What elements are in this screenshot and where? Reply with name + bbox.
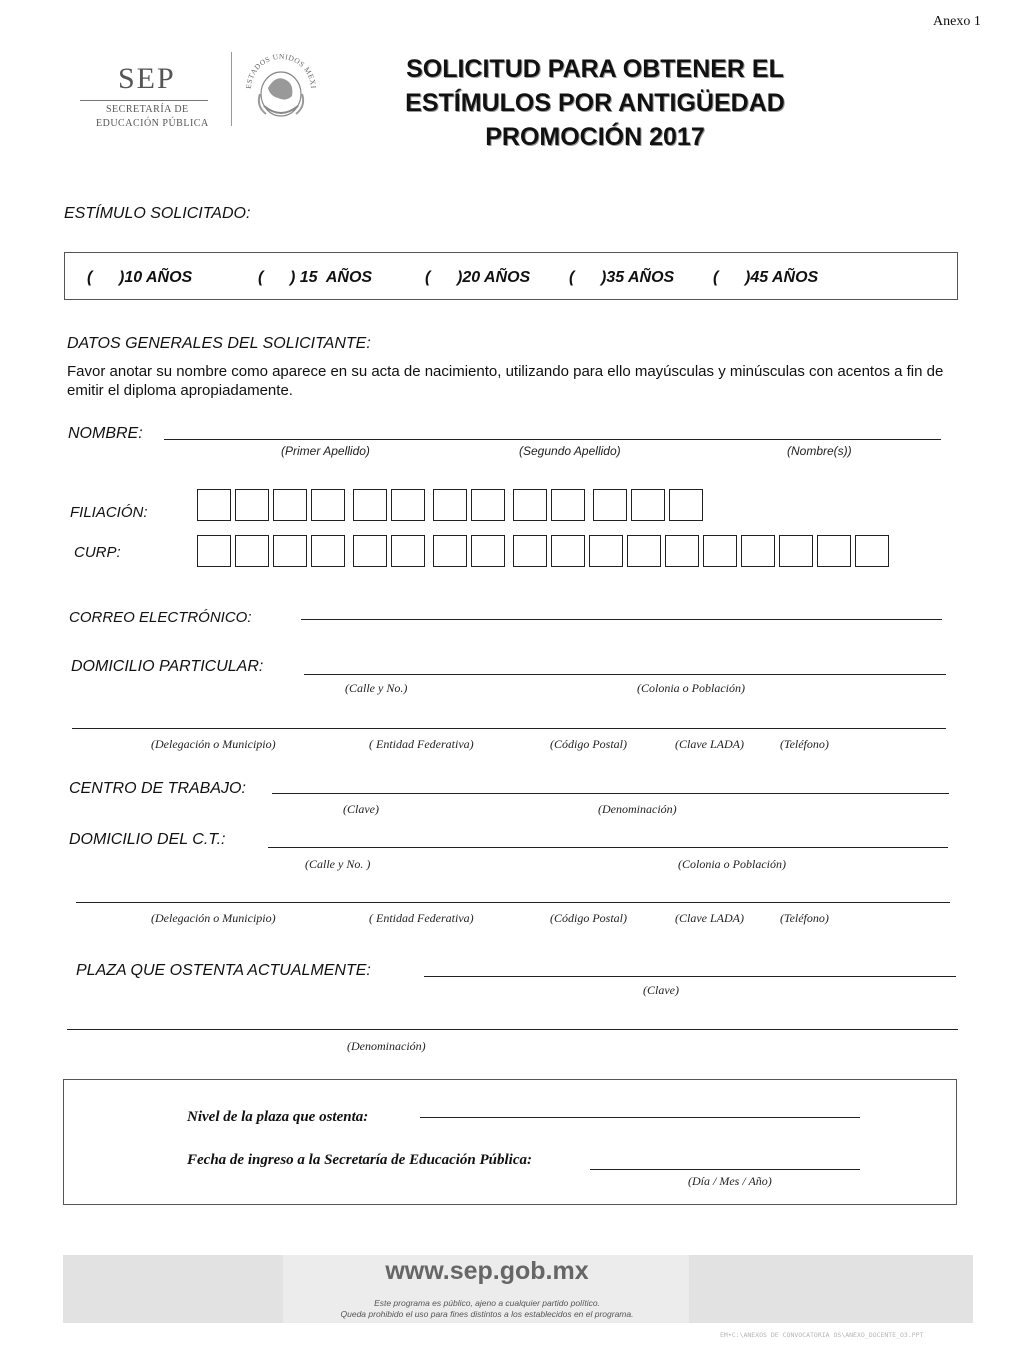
entry-date-sub: (Día / Mes / Año) [688, 1174, 772, 1188]
curp-box[interactable] [779, 535, 813, 567]
ct-address-sub-colony: (Colonia o Población) [678, 857, 786, 871]
name-label: NOMBRE: [68, 425, 143, 442]
filiacion-box[interactable] [235, 489, 269, 521]
position-key-field[interactable] [424, 976, 956, 977]
filiacion-box[interactable] [513, 489, 547, 521]
curp-box[interactable] [513, 535, 547, 567]
sep-logo [78, 62, 218, 132]
address-sub-phone: (Teléfono) [780, 737, 829, 751]
ct-address-city-field[interactable] [76, 902, 950, 903]
entry-date-label: Fecha de ingreso a la Secretaría de Educación Pública: [187, 1152, 532, 1168]
address-sub-state: ( Entidad Federativa) [369, 737, 474, 751]
filiacion-box[interactable] [471, 489, 505, 521]
curp-box[interactable] [665, 535, 699, 567]
email-label: CORREO ELECTRÓNICO: [69, 609, 252, 626]
curp-box[interactable] [311, 535, 345, 567]
position-sub-name: (Denominación) [347, 1039, 426, 1053]
filiacion-boxes [197, 489, 707, 521]
position-label: PLAZA QUE OSTENTA ACTUALMENTE: [76, 962, 371, 979]
annex-label: Anexo 1 [933, 14, 981, 29]
curp-box[interactable] [627, 535, 661, 567]
curp-box[interactable] [433, 535, 467, 567]
ct-address-sub-lada: (Clave LADA) [675, 911, 744, 925]
curp-box[interactable] [817, 535, 851, 567]
stimulus-option-35[interactable]: ( )35 AÑOS [569, 269, 675, 286]
curp-box[interactable] [273, 535, 307, 567]
curp-box[interactable] [197, 535, 231, 567]
ct-address-sub-zip: (Código Postal) [550, 911, 627, 925]
name-field[interactable] [164, 439, 941, 440]
filiacion-box[interactable] [353, 489, 387, 521]
email-field[interactable] [301, 619, 942, 620]
work-center-sub-name: (Denominación) [598, 802, 677, 816]
address-city-field[interactable] [72, 728, 946, 729]
curp-box[interactable] [353, 535, 387, 567]
ct-address-street-field[interactable] [268, 847, 948, 848]
general-instructions: Favor anotar su nombre como aparece en su acta de nacimiento, utilizando para ello mayúsculas y minúsculas con acentos a fin de emitir el diploma apropiadamente. [67, 363, 944, 399]
filiacion-label: FILIACIÓN: [70, 504, 148, 521]
file-path: EM•C:\ANEXOS DE CONVOCATORIA OS\ANEXO_DOCENTE_O3.PPT [720, 1331, 924, 1339]
filiacion-box[interactable] [593, 489, 627, 521]
ct-address-sub-phone: (Teléfono) [780, 911, 829, 925]
seal-text: ESTADOS UNIDOS MEXI [243, 51, 319, 90]
sep-logo-divider [80, 100, 208, 101]
ct-address-label: DOMICILIO DEL C.T.: [69, 831, 226, 848]
sep-logo-line1: SECRETARÍA DE [106, 104, 189, 115]
filiacion-box[interactable] [631, 489, 665, 521]
work-center-label: CENTRO DE TRABAJO: [69, 780, 246, 797]
filiacion-box[interactable] [273, 489, 307, 521]
sep-logo-line2: EDUCACIÓN PÚBLICA [96, 118, 209, 129]
address-sub-zip: (Código Postal) [550, 737, 627, 751]
address-street-field[interactable] [304, 674, 946, 675]
ct-address-sub-state: ( Entidad Federativa) [369, 911, 474, 925]
position-details-box [63, 1079, 957, 1205]
footer-banner-left-shade [63, 1255, 283, 1323]
ct-address-sub-street: (Calle y No. ) [305, 857, 371, 871]
curp-box[interactable] [551, 535, 585, 567]
filiacion-box[interactable] [311, 489, 345, 521]
name-sub-second-surname: (Segundo Apellido) [519, 444, 621, 458]
stimulus-option-10[interactable]: ( )10 AÑOS [87, 269, 193, 286]
address-sub-delegation: (Delegación o Municipio) [151, 737, 276, 751]
curp-box[interactable] [235, 535, 269, 567]
footer-banner-right-shade [689, 1255, 973, 1323]
form-title-line1: SOLICITUD PARA OBTENER EL [406, 55, 784, 83]
filiacion-box[interactable] [551, 489, 585, 521]
footer-disclaimer-line1: Este programa es público, ajeno a cualquier partido político. [374, 1298, 600, 1308]
curp-box[interactable] [391, 535, 425, 567]
sep-logo-text: SEP [118, 62, 176, 95]
form-title-line3: PROMOCIÓN 2017 [485, 123, 705, 151]
curp-label: CURP: [74, 544, 121, 561]
level-label: Nivel de la plaza que ostenta: [187, 1109, 369, 1125]
address-sub-colony: (Colonia o Población) [637, 681, 745, 695]
logo-separator [231, 52, 232, 126]
curp-box[interactable] [471, 535, 505, 567]
stimulus-option-20[interactable]: ( )20 AÑOS [425, 269, 531, 286]
general-data-label: DATOS GENERALES DEL SOLICITANTE: [67, 335, 371, 352]
name-sub-first-surname: (Primer Apellido) [281, 444, 370, 458]
stimulus-option-15[interactable]: ( ) 15 AÑOS [258, 269, 373, 286]
name-sub-given-names: (Nombre(s)) [787, 444, 852, 458]
work-center-field[interactable] [272, 793, 949, 794]
entry-date-field[interactable] [590, 1169, 860, 1170]
address-sub-street: (Calle y No.) [345, 681, 408, 695]
curp-box[interactable] [589, 535, 623, 567]
position-sub-key: (Clave) [643, 983, 679, 997]
footer-url[interactable]: www.sep.gob.mx [385, 1257, 589, 1285]
curp-box[interactable] [855, 535, 889, 567]
form-title-line2: ESTÍMULOS POR ANTIGÜEDAD [405, 89, 785, 117]
stimulus-label: ESTÍMULO SOLICITADO: [64, 205, 251, 222]
work-center-sub-key: (Clave) [343, 802, 379, 816]
address-label: DOMICILIO PARTICULAR: [71, 658, 264, 675]
curp-box[interactable] [741, 535, 775, 567]
stimulus-option-45[interactable]: ( )45 AÑOS [713, 269, 819, 286]
filiacion-box[interactable] [433, 489, 467, 521]
filiacion-box[interactable] [391, 489, 425, 521]
filiacion-box[interactable] [669, 489, 703, 521]
position-name-field[interactable] [67, 1029, 958, 1030]
footer-banner [63, 1255, 973, 1323]
level-field[interactable] [420, 1117, 860, 1118]
curp-boxes [197, 535, 889, 567]
curp-box[interactable] [703, 535, 737, 567]
footer-disclaimer-line2: Queda prohibido el uso para fines distintos a los establecidos en el programa. [340, 1309, 634, 1319]
ct-address-sub-delegation: (Delegación o Municipio) [151, 911, 276, 925]
filiacion-box[interactable] [197, 489, 231, 521]
stimulus-options-box [64, 252, 958, 300]
address-sub-lada: (Clave LADA) [675, 737, 744, 751]
